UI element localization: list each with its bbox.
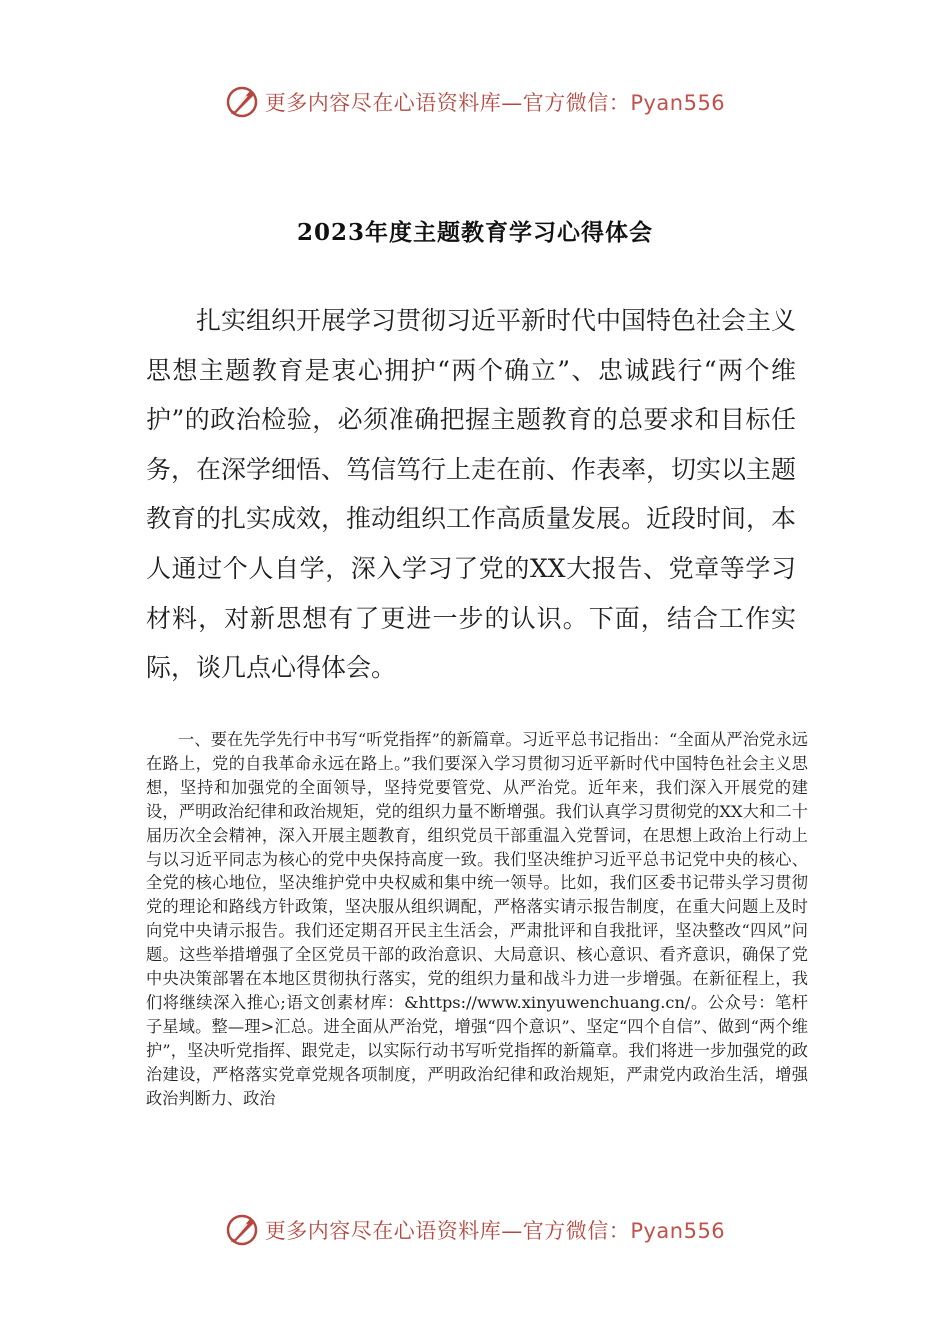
header-banner-label: 更多内容尽在心语资料库—官方微信： [264, 91, 631, 115]
header-banner-text [265, 87, 725, 117]
header-wechat-id: Pyan556 [630, 91, 726, 115]
header-banner [0, 80, 950, 124]
footer-banner-text [265, 1215, 725, 1245]
quill-pen-logo-icon [225, 85, 259, 119]
document-title: 2023年度主题教育学习心得体会 [296, 219, 653, 246]
footer-banner [0, 1208, 950, 1252]
intro-paragraph: 扎实组织开展学习贯彻习近平新时代中国特色社会主义思想主题教育是衷心拥护“两个确立”、忠诚践行“两个维护”的政治检验，必须准确把握主题教育的总要求和目标任务，在深学细悟、笃信笃行上走在前、作表率，切实以主题教育的扎实成效，推动组织工作高质量发展。近段时间，本人通过个人自学，深入学习了党的XX大报告、党章等学习材料，对新思想有了更进一步的认识。下面，结合工作实际，谈几点心得体会。 [146, 306, 797, 683]
section-1-paragraph: 一、要在先学先行中书写“听党指挥”的新篇章。习近平总书记指出：“全面从严治党永远在路上，党的自我革命永远在路上。”我们要深入学习贯彻习近平新时代中国特色社会主义思想，坚持和加强党的全面领导，坚持党要管党、从严治党。近年来，我们深入开展党的建设，严明政治纪律和政治规矩，党的组织力量不断增强。我们认真学习贯彻党的XX大和二十届历次全会精神，深入开展主题教育，组织党员干部重温入党誓词，在思想上政治上行动上与以习近平同志为核心的党中央保持高度一致。我们坚决维护习近平总书记党中央的核心、全党的核心地位，坚决维护党中央权威和集中统一领导。比如，我们区委书记带头学习贯彻党的理论和路线方针政策，坚决服从组织调配，严格落实请示报告制度，在重大问题上及时向党中央请示报告。我们还定期召开民主生活会，严肃批评和自我批评，坚决整改“四风”问题。这些举措增强了全区党员干部的政治意识、大局意识、核心意识、看齐意识，确保了党中央决策部署在本地区贯彻执行落实，党的组织力量和战斗力进一步增强。在新征程上，我们将继续深入推心;语文创素材库：&https://www.xinyuwenchuang.cn/。公众号：笔杆子星域。整—理>汇总。进全面从严治党，增强“四个意识”、坚定“四个自信”、做到“两个维护”，坚决听党指挥、跟党走，以实际行动书写听党指挥的新篇章。我们将进一步加强党的政治建设，严格落实党章党规各项制度，严明政治纪律和政治规矩，严肃党内政治生活，增强政治判断力、政治 [146, 730, 808, 1108]
quill-pen-logo-icon [225, 1213, 259, 1247]
footer-wechat-id: Pyan556 [630, 1219, 726, 1243]
footer-banner-label: 更多内容尽在心语资料库—官方微信： [264, 1219, 631, 1243]
